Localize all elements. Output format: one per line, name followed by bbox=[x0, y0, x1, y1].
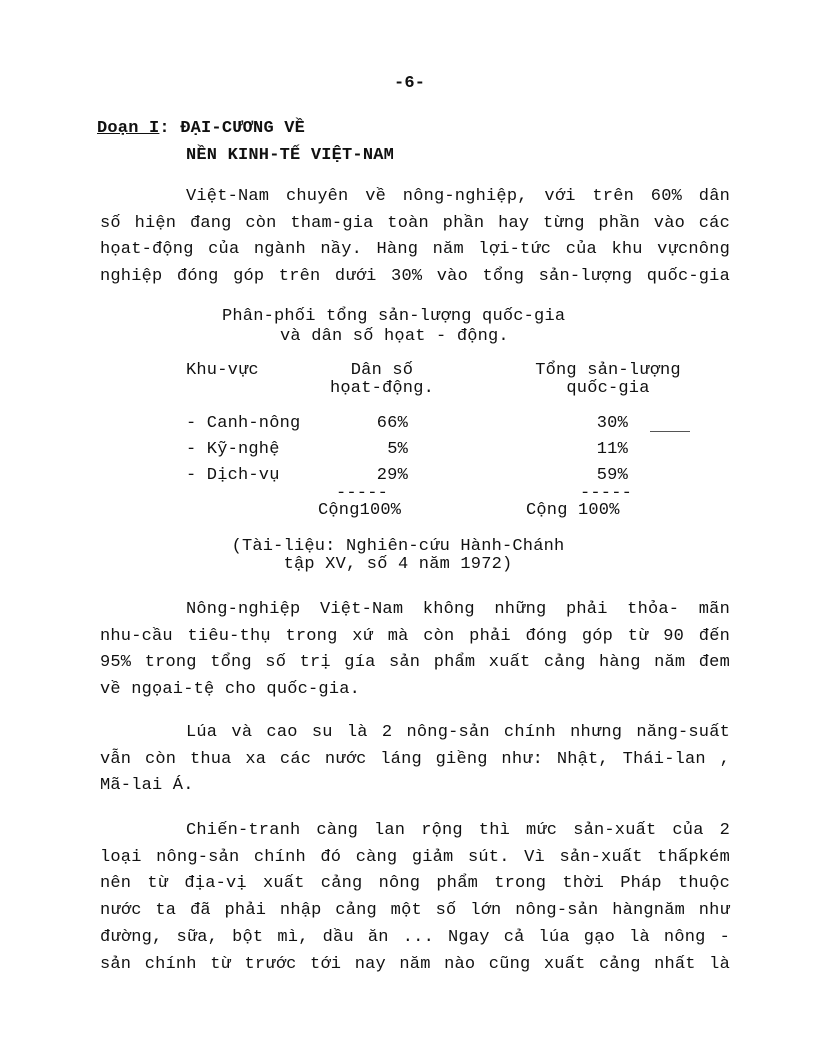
paragraph-line: số hiện đang còn tham-gia toàn phần hay từng phần vào các bbox=[100, 214, 730, 233]
total-population: Cộng100% bbox=[318, 501, 402, 520]
paragraph-line: nhu-cầu tiêu-thụ trong xứ mà còn phải đóng góp từ 90 đến bbox=[100, 627, 730, 646]
total-separator-population: ----- bbox=[336, 484, 389, 503]
stray-mark bbox=[650, 431, 690, 432]
paragraph-line: đường, sữa, bột mì, dầu ăn ... Ngay cả lúa gạo là nông - bbox=[100, 928, 730, 947]
paragraph-line: Mã-lai Á. bbox=[100, 776, 194, 795]
paragraph-line: Chiến-tranh càng lan rộng thì mức sản-xuất của 2 bbox=[186, 821, 730, 840]
table-row-sector: - Kỹ-nghệ bbox=[186, 440, 280, 459]
page-number: -6- bbox=[394, 74, 426, 93]
section-title-line2: NỀN KINH-TẾ VIỆT-NAM bbox=[186, 146, 395, 165]
paragraph-line: nước ta đã phải nhập cảng một số lớn nông-sản hàngnăm như bbox=[100, 901, 730, 920]
table-row-output: 59% bbox=[596, 466, 628, 485]
paragraph-line: Việt-Nam chuyên về nông-nghiệp, với trên 60% dân bbox=[186, 187, 730, 206]
paragraph-line: vẫn còn thua xa các nước láng giềng như: Nhật, Thái-lan , bbox=[100, 750, 730, 769]
source-citation-line2: tập XV, số 4 năm 1972) bbox=[283, 555, 513, 574]
paragraph-line: Nông-nghiệp Việt-Nam không những phải thỏa- mãn bbox=[186, 600, 730, 619]
paragraph-line: 95% trong tổng số trị gía sản phẩm xuất cảng hàng năm đem bbox=[100, 653, 730, 672]
total-output: Cộng 100% bbox=[526, 501, 620, 520]
column-header-population-line1: Dân số bbox=[350, 361, 414, 380]
section-title-line1: : ĐẠI-CƯƠNG VỀ bbox=[159, 119, 306, 138]
table-row-sector: - Dịch-vụ bbox=[186, 466, 280, 485]
source-citation-line1: (Tài-liệu: Nghiên-cứu Hành-Chánh bbox=[231, 537, 565, 556]
table-row-population: 5% bbox=[387, 440, 408, 459]
paragraph-line: về ngọai-tệ cho quốc-gia. bbox=[100, 680, 361, 699]
column-header-population-line2: họat-động. bbox=[329, 379, 435, 398]
column-header-output-line1: Tổng sản-lượng bbox=[535, 361, 681, 380]
total-separator-output: ----- bbox=[580, 484, 633, 503]
paragraph-line: họat-động của ngành nầy. Hàng năm lợi-tức của khu vựcnông bbox=[100, 240, 730, 259]
column-header-sector: Khu-vực bbox=[186, 361, 259, 380]
section-label: Doạn I bbox=[97, 119, 160, 138]
table-row-output: 11% bbox=[596, 440, 628, 459]
paragraph-line: sản chính từ trước tới nay năm nào cũng xuất cảng nhất là bbox=[100, 955, 730, 974]
table-row-output: 30% bbox=[596, 414, 628, 433]
table-title-line2: và dân số họat - động. bbox=[280, 327, 509, 346]
table-row-sector: - Canh-nông bbox=[186, 414, 301, 433]
section-heading bbox=[97, 119, 305, 138]
table-row-population: 66% bbox=[376, 414, 408, 433]
paragraph-line: Lúa và cao su là 2 nông-sản chính nhưng năng-suất bbox=[186, 723, 730, 742]
paragraph-line: nghiệp đóng góp trên dưới 30% vào tổng sản-lượng quốc-gia bbox=[100, 267, 730, 286]
table-title-line1: Phân-phối tổng sản-lượng quốc-gia bbox=[222, 307, 566, 326]
paragraph-line: nên từ địa-vị xuất cảng nông phẩm trong thời Pháp thuộc bbox=[100, 874, 730, 893]
table-row-population: 29% bbox=[376, 466, 408, 485]
paragraph-line: loại nông-sản chính đó càng giảm sút. Vì sản-xuất thấpkém bbox=[100, 848, 730, 867]
column-header-output-line2: quốc-gia bbox=[566, 379, 650, 398]
